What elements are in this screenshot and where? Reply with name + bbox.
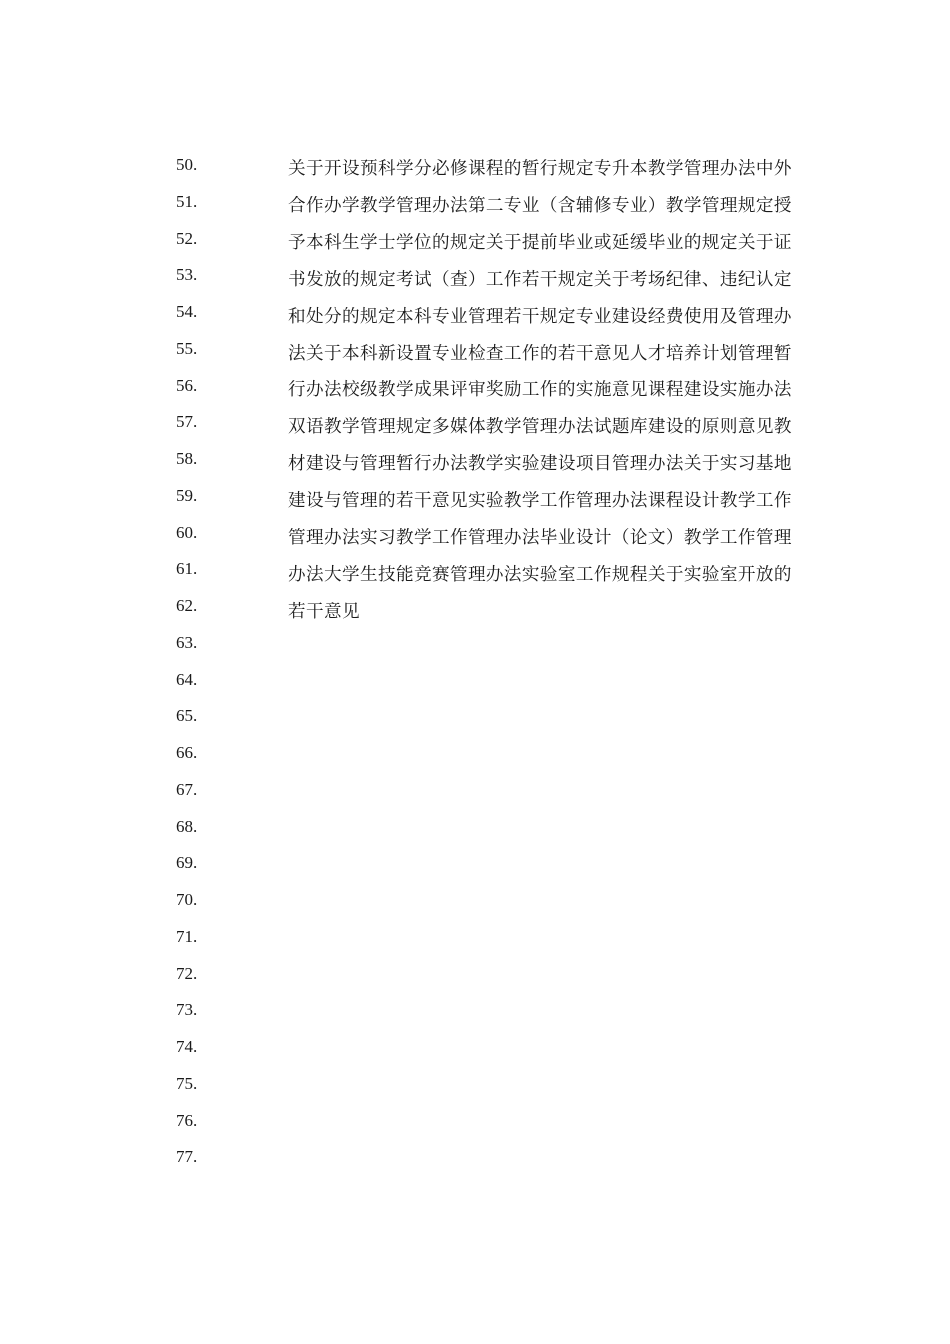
line-number: 54. — [176, 302, 198, 321]
line-number: 64. — [176, 669, 198, 689]
line-number: 73. — [176, 1000, 198, 1020]
line-number: 59. — [176, 485, 198, 505]
line-number: 74. — [176, 1037, 198, 1056]
line-number: 58. — [176, 449, 198, 468]
line-number: 70. — [176, 890, 198, 909]
line-number: 61. — [176, 559, 198, 579]
line-number: 56. — [176, 375, 198, 395]
line-number: 66. — [176, 743, 198, 762]
line-number: 53. — [176, 265, 198, 285]
line-number: 62. — [176, 596, 198, 615]
line-number: 71. — [176, 926, 198, 946]
line-number: 55. — [176, 338, 198, 358]
line-number: 51. — [176, 191, 198, 211]
line-number: 60. — [176, 522, 198, 542]
line-number: 65. — [176, 706, 198, 726]
line-number: 75. — [176, 1073, 198, 1093]
line-number: 77. — [176, 1147, 198, 1167]
line-number: 50. — [176, 155, 198, 174]
line-number: 72. — [176, 963, 198, 983]
line-number: 63. — [176, 632, 198, 652]
body-paragraph: 关于开设预科学分必修课程的暂行规定专升本教学管理办法中外合作办学教学管理办法第二专业（含辅修专业）教学管理规定授予本科生学士学位的规定关于提前毕业或延缓毕业的规定关于证书发放的规定考试（查）工作若干规定关于考场纪律、违纪认定和处分的规定本科专业管理若干规定专业建设经费使用及管理办法关于本科新设置专业检查工作的若干意见人才培养计划管理暂行办法校级教学成果评审奖励工作的实施意见课程建设实施办法双语教学管理规定多媒体教学管理办法试题库建设的原则意见教材建设与管理暂行办法教学实验建设项目管理办法关于实习基地建设与管理的若干意见实验教学工作管理办法课程设计教学工作管理办法实习教学工作管理办法毕业设计（论文）教学工作管理办法大学生技能竞赛管理办法实验室工作规程关于实验室开放的若干意见 — [288, 159, 792, 622]
line-number: 76. — [176, 1110, 198, 1130]
line-number: 68. — [176, 816, 198, 836]
line-number: 69. — [176, 853, 198, 873]
line-number: 52. — [176, 228, 198, 248]
line-number: 57. — [176, 412, 198, 432]
line-number-list — [176, 153, 236, 1182]
line-number: 67. — [176, 779, 198, 799]
